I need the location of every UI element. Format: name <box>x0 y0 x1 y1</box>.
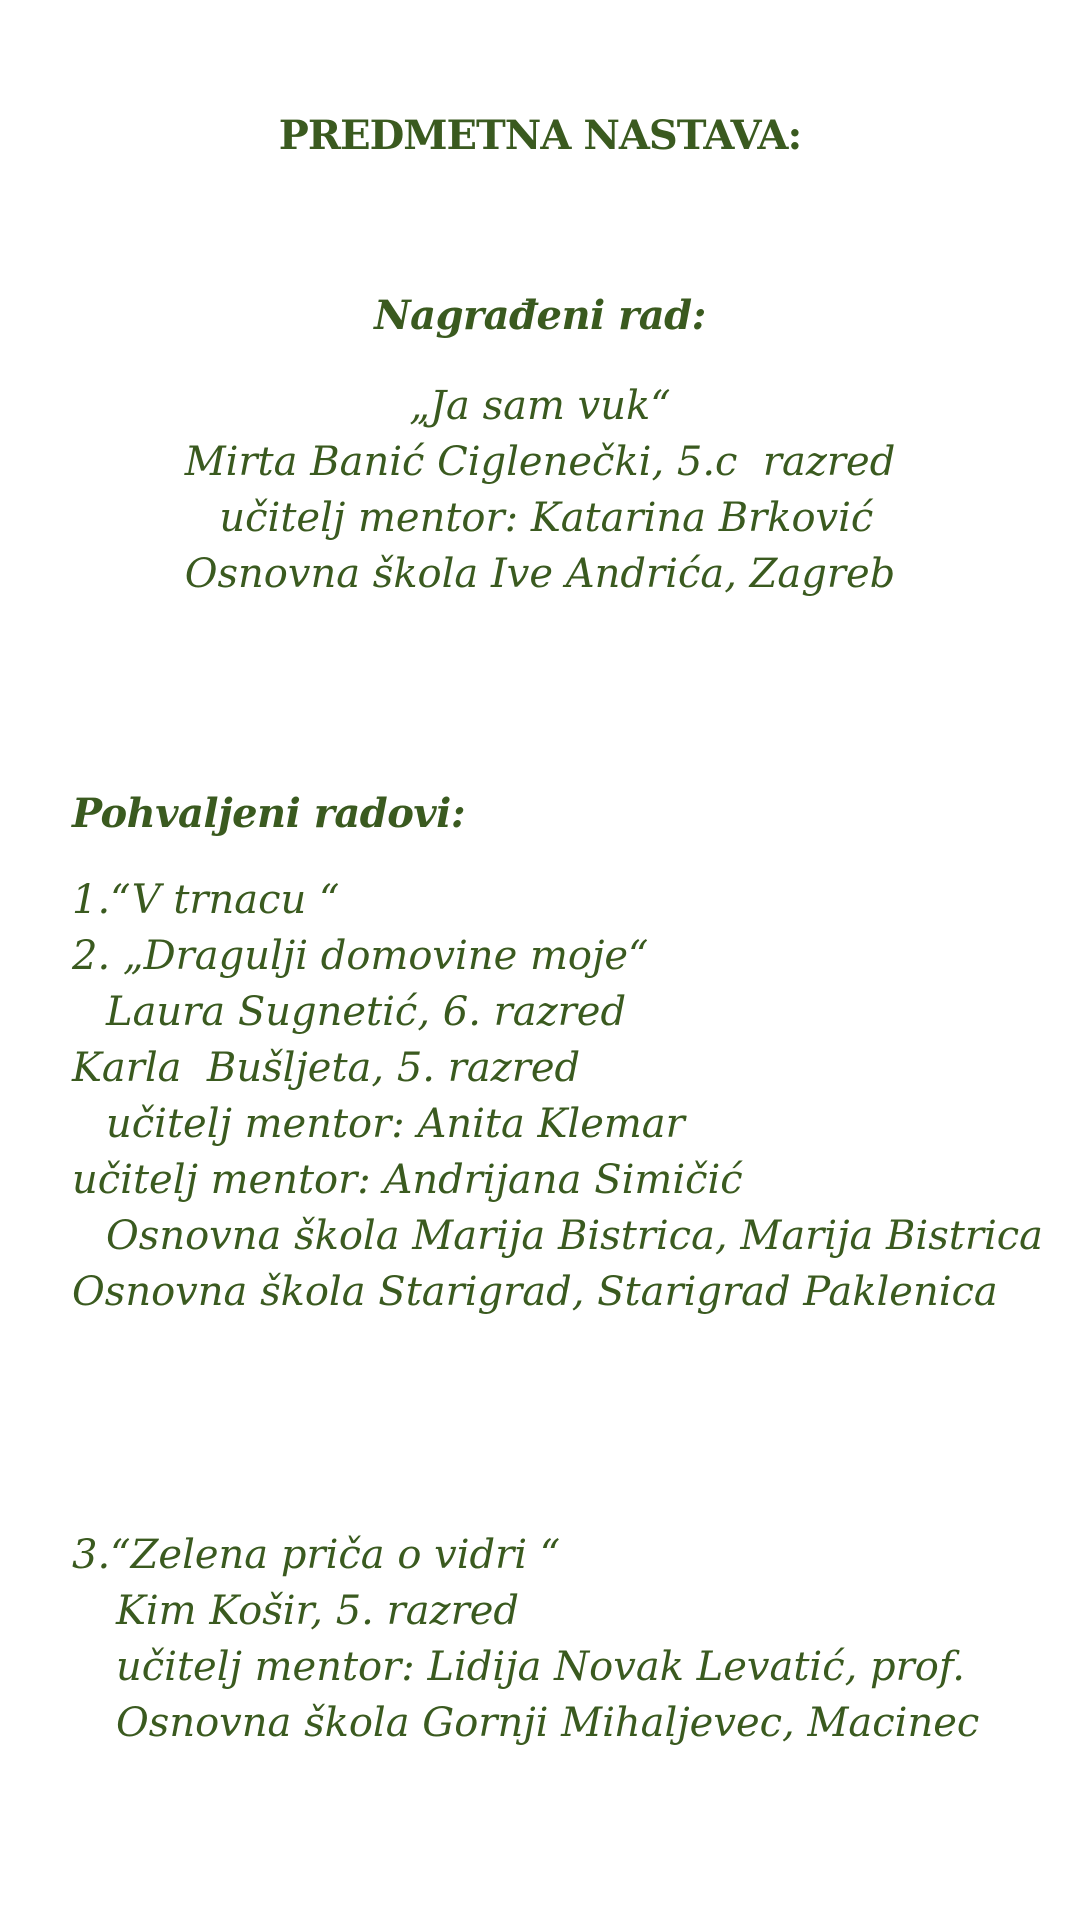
awarded-entry <box>0 378 1080 602</box>
praised-item-3-title: 3.“Zelena priča o vidri “ <box>72 1532 561 1578</box>
praised-item-3-school: Osnovna škola Gornji Mihaljevec, Macinec <box>116 1700 980 1746</box>
awarded-mentor: učitelj mentor: Katarina Brković <box>206 495 874 541</box>
praised-author-line: Karla Bušljeta, 5. razred <box>72 1045 581 1091</box>
praised-list <box>72 872 1043 1320</box>
praised-item-3-author: Kim Košir, 5. razred <box>116 1588 520 1634</box>
awarded-school: Osnovna škola Ive Andrića, Zagreb <box>184 551 896 597</box>
praised-mentor-line: učitelj mentor: Anita Klemar <box>106 1101 685 1147</box>
praised-author-line: Laura Sugnetić, 6. razred <box>106 989 627 1035</box>
praised-item-1-title: 1.“V trnacu “ <box>72 877 340 923</box>
praised-school-line: Osnovna škola Starigrad, Starigrad Paklenica <box>72 1269 998 1315</box>
section-title: PREDMETNA NASTAVA: <box>278 112 802 159</box>
praised-item-3-mentor: učitelj mentor: Lidija Novak Levatić, prof. <box>116 1644 965 1690</box>
awarded-author: Mirta Banić Ciglenečki, 5.c razred <box>184 439 896 485</box>
praised-item-2-title: 2. „Dragulji domovine moje“ <box>72 933 649 979</box>
praised-item-3 <box>72 1527 979 1751</box>
praised-heading: Pohvaljeni radovi: <box>72 790 466 837</box>
awarded-title: „Ja sam vuk“ <box>409 383 671 429</box>
praised-mentor-line: učitelj mentor: Andrijana Simičić <box>72 1157 743 1203</box>
praised-school-line: Osnovna škola Marija Bistrica, Marija Bistrica <box>106 1213 1043 1259</box>
awarded-heading: Nagrađeni rad: <box>374 292 706 339</box>
